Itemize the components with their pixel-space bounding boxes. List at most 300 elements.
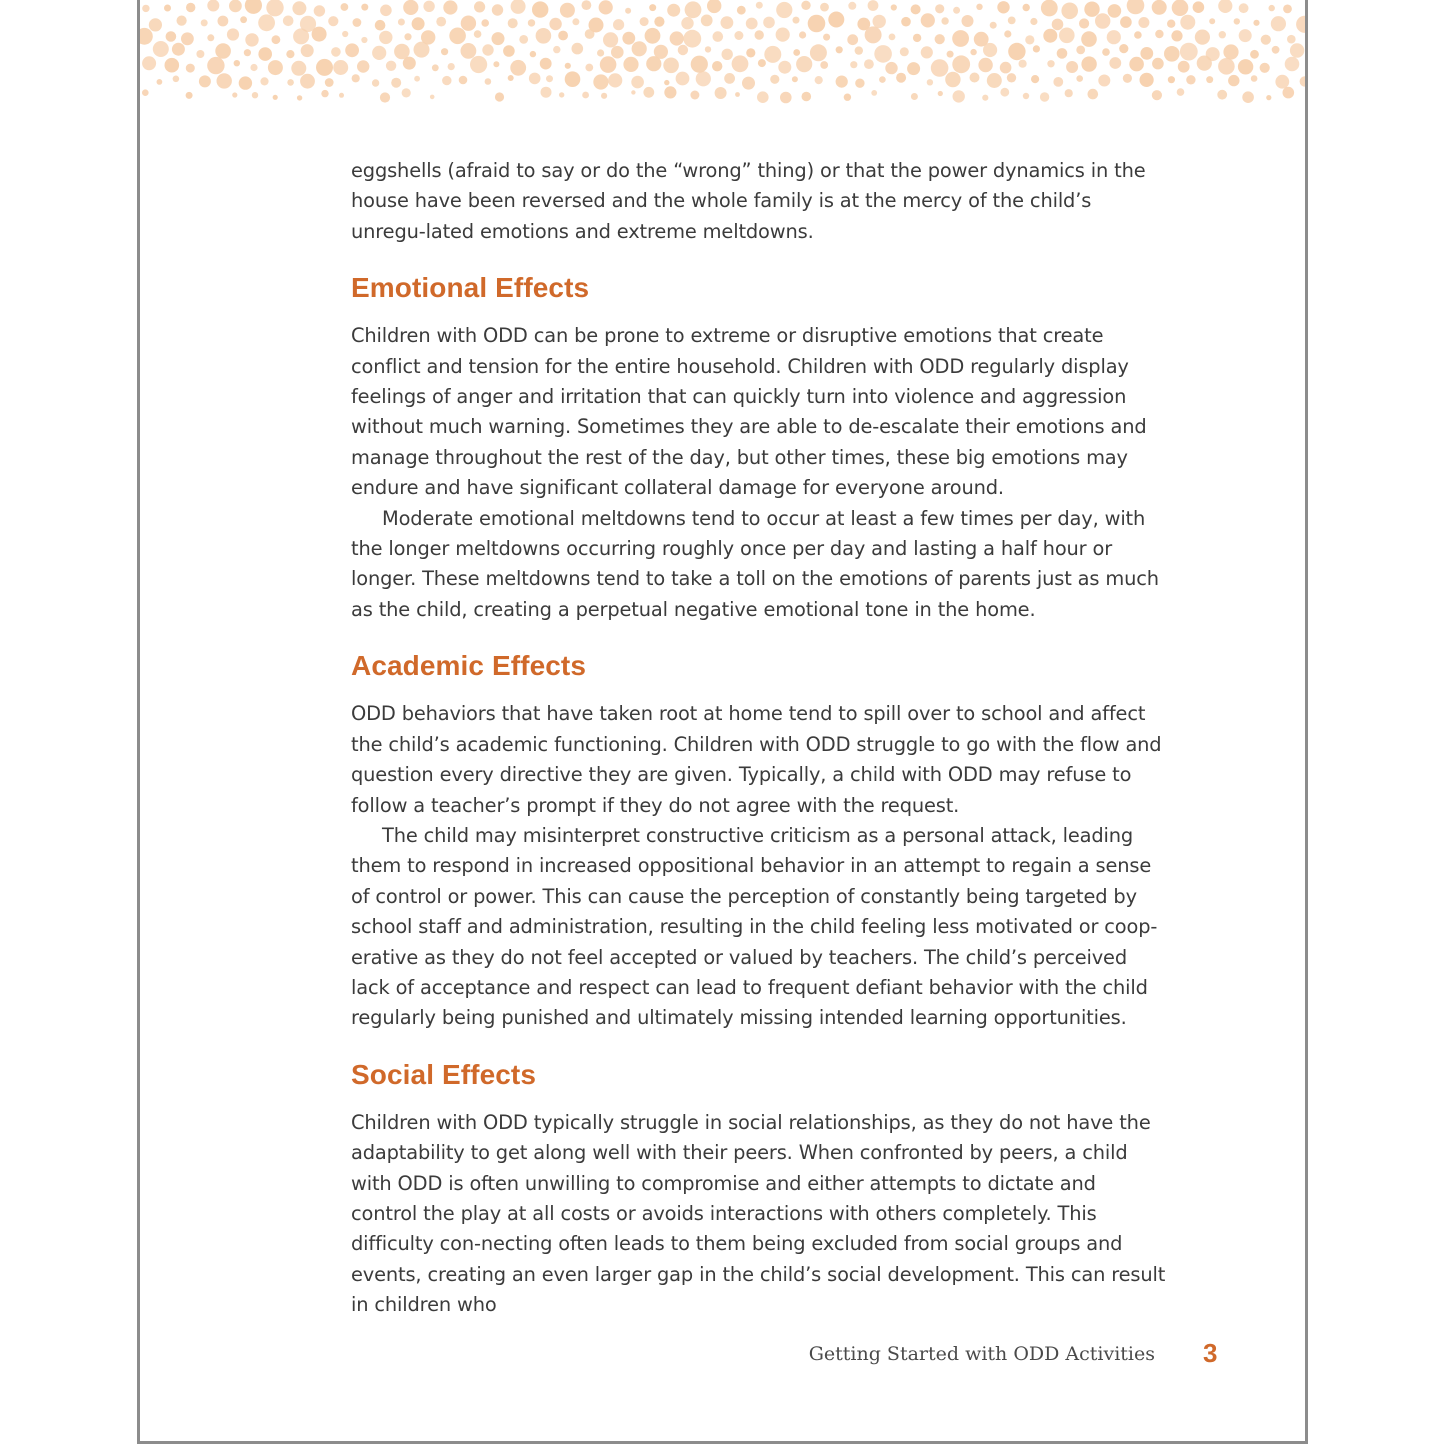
pattern-dot: [601, 93, 607, 99]
pattern-dot: [808, 15, 826, 33]
pattern-dot: [1300, 76, 1305, 86]
pattern-dot: [532, 1, 548, 17]
pattern-dot: [799, 31, 806, 38]
pattern-dot: [414, 76, 420, 82]
pattern-dot: [664, 80, 669, 85]
pattern-dot: [764, 46, 781, 63]
pattern-dot: [1261, 35, 1271, 45]
pattern-dot: [913, 34, 921, 42]
pattern-dot: [820, 3, 829, 12]
pattern-dot: [186, 64, 195, 73]
pattern-dot: [181, 32, 194, 45]
pattern-dot: [1140, 73, 1154, 87]
pattern-dot: [1260, 63, 1270, 73]
pattern-dot: [663, 58, 679, 74]
pattern-dot: [836, 46, 843, 53]
pattern-dot: [1040, 92, 1049, 101]
pattern-dot: [1025, 35, 1034, 44]
emotional-paragraph-2: Moderate emotional meltdowns tend to occur at least a few times per day, with the longer meltdowns occurring roughly once per day and lasting a half hour or longer. These meltdowns tend to take a toll on the emotions of parents just as much as the child, creating a perpetual negative emotional tone in the home.: [351, 506, 1159, 621]
pattern-dot: [199, 75, 211, 87]
pattern-dot: [848, 2, 856, 10]
pattern-dot: [763, 17, 775, 29]
pattern-dot: [1076, 46, 1085, 55]
pattern-dot: [1041, 0, 1058, 16]
pattern-dot: [855, 79, 864, 88]
pattern-dot: [1043, 29, 1057, 43]
pattern-dot: [1167, 20, 1175, 28]
pattern-dot: [492, 32, 505, 45]
pattern-dot: [157, 79, 163, 85]
pattern-dot: [1031, 75, 1039, 83]
pattern-dot: [810, 44, 827, 61]
pattern-dot: [321, 90, 328, 97]
emotional-paragraph-1: Children with ODD can be prone to extreme or disruptive emotions that create conflict and tension for the entire household. Children with ODD regularly display feelings of anger and irritation that can quickly turn into violence and aggression without much warning. Sometimes they are able to de-escalate their emotions and manage throughout the rest of the day, but other times, these big emotions may endure and have significant collateral damage for everyone around.: [351, 324, 1147, 500]
pattern-dot: [1239, 29, 1252, 42]
pattern-dot: [244, 49, 251, 56]
pattern-dot: [549, 18, 561, 30]
pattern-dot: [1066, 61, 1078, 73]
pattern-dot: [701, 15, 713, 27]
pattern-dot: [207, 34, 214, 41]
pattern-dot: [670, 31, 684, 45]
pattern-dot: [705, 46, 711, 52]
pattern-dot: [441, 48, 448, 55]
pattern-dot: [712, 61, 722, 71]
pattern-dot: [328, 16, 338, 26]
pattern-dot: [1129, 57, 1144, 72]
pattern-dot: [911, 93, 918, 100]
pattern-dot: [258, 14, 275, 31]
pattern-dot: [372, 46, 386, 60]
pattern-dot: [1033, 45, 1040, 52]
pattern-dot: [1164, 46, 1180, 62]
pattern-dot: [776, 2, 792, 18]
pattern-dot: [742, 77, 755, 90]
pattern-dot: [649, 4, 656, 11]
pattern-dot: [165, 58, 180, 73]
pattern-dot: [325, 78, 334, 87]
pattern-dot: [1283, 87, 1295, 99]
pattern-dot: [142, 56, 156, 70]
pattern-dot: [780, 92, 792, 104]
pattern-dot: [901, 17, 911, 27]
pattern-dot: [560, 3, 575, 18]
pattern-dot: [186, 3, 195, 12]
pattern-dot: [1180, 43, 1198, 61]
pattern-dot: [380, 92, 390, 102]
pattern-dot: [540, 58, 552, 70]
pattern-dot: [292, 1, 306, 15]
pattern-dot: [755, 30, 764, 39]
pattern-dot: [541, 87, 552, 98]
pattern-dot: [186, 92, 193, 99]
pattern-dot: [177, 16, 187, 26]
pattern-dot: [245, 33, 258, 46]
pattern-dot: [1098, 75, 1110, 87]
pattern-dot: [1269, 5, 1275, 11]
pattern-dot: [572, 18, 579, 25]
pattern-dot: [664, 86, 676, 98]
pattern-dot: [599, 0, 613, 14]
social-paragraph-1: Children with ODD typically struggle in social relationships, as they do not have the adaptability to get along well with their peers. When confronted by peers, a child with ODD is often unwilling to compromise and either attempts to dictate and control the play at all costs or avoids interactions with others completely. This difficulty con-necting often leads to them being excluded from social groups and events, creating an even larger gap in the child’s social development. This can result in children who: [351, 1110, 1166, 1317]
pattern-dot: [173, 76, 180, 83]
pattern-dot: [611, 46, 624, 59]
pattern-dot: [911, 4, 921, 14]
pattern-dot: [1134, 31, 1142, 39]
pattern-dot: [217, 73, 232, 88]
pattern-dot: [565, 71, 581, 87]
pattern-dot: [1195, 29, 1210, 44]
pattern-dot: [952, 55, 970, 73]
pattern-dot: [1272, 46, 1280, 54]
pattern-dot: [1180, 15, 1195, 30]
pattern-dot: [1000, 88, 1009, 97]
pattern-dot: [1266, 95, 1271, 100]
pattern-dot: [300, 74, 315, 89]
pattern-dot: [676, 72, 690, 86]
pattern-dot: [1023, 4, 1030, 11]
pattern-dot: [847, 34, 858, 45]
pattern-dot: [724, 73, 735, 84]
pattern-dot: [793, 49, 800, 56]
pattern-dot: [380, 5, 392, 17]
pattern-dot: [558, 31, 568, 41]
pattern-dot: [815, 76, 823, 84]
pattern-dot: [927, 79, 933, 85]
pattern-dot: [314, 5, 325, 16]
pattern-dot: [953, 90, 965, 102]
pattern-dot: [643, 87, 654, 98]
decorative-dot-pattern: [140, 0, 1305, 108]
page-number: 3: [1203, 1338, 1218, 1368]
pattern-dot: [935, 4, 944, 13]
pattern-dot: [631, 76, 644, 89]
pattern-dot: [232, 92, 237, 97]
pattern-dot: [1250, 50, 1259, 59]
pattern-dot: [1107, 30, 1121, 44]
heading-academic-effects: Academic Effects: [351, 650, 587, 682]
pattern-dot: [608, 73, 622, 87]
book-page: [137, 0, 1308, 1444]
heading-social-effects: Social Effects: [351, 1058, 537, 1090]
pattern-dot: [372, 79, 379, 86]
pattern-dot: [403, 0, 418, 15]
pattern-dot: [316, 59, 333, 76]
pattern-dot: [796, 56, 812, 72]
pattern-dot: [685, 1, 702, 18]
pattern-dot: [530, 51, 536, 57]
pattern-dot: [402, 88, 411, 97]
pattern-dot: [218, 16, 229, 27]
pattern-dot: [398, 19, 405, 26]
pattern-dot: [885, 62, 897, 74]
pattern-dot: [715, 87, 727, 99]
pattern-dot: [1102, 48, 1110, 56]
pattern-dot: [1218, 0, 1232, 13]
pattern-dot: [1178, 61, 1190, 73]
pattern-dot: [1177, 88, 1185, 96]
pattern-dot: [339, 93, 344, 98]
pattern-dot: [1108, 4, 1122, 18]
pattern-dot: [391, 78, 401, 88]
pattern-dot: [746, 18, 758, 30]
pattern-dot: [871, 90, 877, 96]
pattern-dot: [983, 43, 997, 57]
pattern-dot: [1251, 75, 1258, 82]
pattern-dot: [1053, 77, 1063, 87]
pattern-dot: [865, 26, 882, 43]
intro-paragraph: eggshells (afraid to say or do the “wrong” thing) or that the power dynamics in the house have been reversed and the whole family is at the mercy of the child’s unregu-lated emotions and extreme meltdowns.: [351, 159, 1146, 243]
pattern-dot: [889, 34, 896, 41]
pattern-dot: [430, 95, 435, 100]
pattern-dot: [273, 95, 278, 100]
pattern-dot: [732, 55, 749, 72]
pattern-dot: [493, 61, 499, 67]
pattern-dot: [301, 44, 314, 57]
pattern-dot: [823, 34, 830, 41]
pattern-dot: [1285, 57, 1300, 72]
pattern-dot: [286, 50, 294, 58]
pattern-dot: [474, 1, 485, 12]
pattern-dot: [442, 76, 451, 85]
pattern-dot: [1019, 60, 1027, 68]
pattern-dot: [404, 33, 411, 40]
pattern-dot: [855, 46, 863, 54]
pattern-dot: [690, 91, 699, 100]
pattern-dot: [412, 17, 425, 30]
pattern-dot: [357, 60, 369, 72]
pattern-dot: [164, 5, 171, 12]
pattern-dot: [503, 45, 515, 57]
pattern-dot: [201, 19, 208, 26]
pattern-dot: [432, 64, 439, 71]
pattern-dot: [272, 35, 281, 44]
pattern-dot: [1238, 59, 1253, 74]
pattern-dot: [1030, 18, 1037, 25]
pattern-dot: [291, 61, 306, 76]
pattern-dot: [423, 1, 434, 12]
pattern-dot: [683, 30, 701, 48]
pattern-dot: [802, 92, 812, 102]
pattern-dot: [207, 0, 219, 12]
pattern-dot: [375, 20, 386, 31]
pattern-dot: [1152, 58, 1164, 70]
pattern-dot: [864, 59, 874, 69]
pattern-dot: [312, 27, 327, 42]
pattern-dot: [681, 17, 693, 29]
pattern-dot: [459, 76, 468, 85]
pattern-dot: [508, 18, 518, 28]
running-footer-title: Getting Started with ODD Activities: [808, 1343, 1155, 1365]
pattern-dot: [793, 17, 800, 24]
pattern-dot: [776, 27, 790, 41]
pattern-dot: [1206, 76, 1213, 83]
pattern-dot: [172, 43, 185, 56]
pattern-dot: [353, 18, 362, 27]
pattern-dot: [900, 47, 909, 56]
pattern-dot: [1223, 44, 1238, 59]
pattern-dot: [1228, 75, 1239, 86]
pattern-dot: [572, 43, 584, 55]
pattern-dot: [461, 16, 476, 31]
pattern-dot: [873, 15, 886, 28]
pattern-dot: [449, 28, 466, 45]
pattern-dot: [931, 59, 949, 77]
pattern-dot: [801, 1, 810, 10]
pattern-dot: [528, 19, 535, 26]
pattern-dot: [252, 92, 258, 98]
pattern-dot: [345, 43, 359, 57]
pattern-dot: [593, 74, 608, 89]
pattern-dot: [600, 56, 617, 73]
pattern-dot: [935, 34, 945, 44]
pattern-dot: [297, 95, 302, 100]
pattern-dot: [707, 0, 721, 13]
pattern-dot: [945, 72, 960, 87]
pattern-dot: [342, 31, 348, 37]
pattern-dot: [1218, 58, 1235, 75]
pattern-dot: [1253, 20, 1259, 26]
pattern-dot: [1081, 31, 1097, 47]
pattern-dot: [1095, 13, 1110, 28]
pattern-dot: [268, 60, 283, 75]
pattern-dot: [654, 17, 664, 27]
pattern-dot: [352, 74, 360, 82]
pattern-dot: [1140, 47, 1153, 60]
pattern-dot: [836, 76, 848, 88]
pattern-dot: [1059, 28, 1075, 44]
pattern-dot: [1219, 31, 1226, 38]
pattern-dot: [1287, 35, 1296, 44]
pattern-dot: [1290, 43, 1304, 57]
pattern-dot: [597, 49, 604, 56]
pattern-dot: [234, 60, 240, 66]
pattern-dot: [482, 44, 493, 55]
pattern-dot: [153, 41, 169, 57]
pattern-dot: [508, 75, 514, 81]
pattern-dot: [585, 29, 595, 39]
pattern-dot: [283, 15, 294, 26]
pattern-dot: [260, 77, 268, 85]
pattern-dot: [792, 76, 798, 82]
pattern-dot: [640, 17, 649, 26]
pattern-dot: [1127, 0, 1145, 14]
pattern-dot: [1065, 89, 1073, 97]
pattern-dot: [519, 35, 528, 44]
pattern-dot: [868, 0, 879, 11]
pattern-dot: [266, 0, 283, 16]
pattern-dot: [333, 60, 348, 75]
pattern-dot: [448, 63, 455, 70]
pattern-dot: [1079, 18, 1089, 28]
pattern-dot: [142, 5, 149, 12]
pattern-dot: [907, 62, 920, 75]
pattern-dot: [386, 61, 396, 71]
pattern-dot: [379, 31, 392, 44]
pattern-dot: [1047, 60, 1054, 67]
pattern-dot: [970, 73, 980, 83]
pattern-dot: [1007, 73, 1016, 82]
pattern-dot: [990, 22, 997, 29]
pattern-dot: [874, 45, 892, 63]
pattern-dot: [582, 92, 589, 99]
pattern-dot: [1217, 90, 1227, 100]
pattern-dot: [536, 28, 552, 44]
pattern-dot: [331, 47, 341, 57]
pattern-dot: [245, 0, 262, 14]
pattern-dot: [239, 76, 252, 89]
pattern-dot: [1109, 57, 1121, 69]
pattern-dot: [481, 19, 489, 27]
pattern-dot: [414, 42, 430, 58]
pattern-dot: [1168, 76, 1175, 83]
pattern-dot: [529, 73, 541, 85]
pattern-dot: [215, 43, 231, 59]
pattern-dot: [1061, 3, 1078, 20]
pattern-dot: [436, 17, 446, 27]
academic-paragraph-2: The child may misinterpret constructive criticism as a personal attack, leading them to respond in increased oppositional behavior in an attempt to regain a sense of control or power. This can cause the perception of constantly being targeted by school staff and administration, resulting in the child feeling less motivated or coop-erative as they do not feel accepted or valued by teachers. The child’s perceived lack of acceptance and respect can lead to frequent defiant behavior with the child regularly being punished and ultimately missing intended learning opportunities.: [351, 823, 1158, 1030]
pattern-dot: [166, 31, 177, 42]
pattern-dot: [613, 19, 624, 30]
page-body: [351, 156, 1166, 1321]
pattern-dot: [756, 2, 763, 9]
pattern-dot: [667, 4, 680, 17]
pattern-dot: [585, 64, 593, 72]
pattern-dot: [891, 4, 897, 10]
pattern-dot: [227, 28, 239, 40]
pattern-dot: [1186, 75, 1195, 84]
pattern-dot: [622, 32, 635, 45]
pattern-dot: [495, 92, 504, 101]
pattern-dot: [952, 30, 969, 47]
pattern-dot: [361, 37, 367, 43]
pattern-dot: [559, 92, 564, 97]
pattern-dot: [879, 76, 886, 83]
pattern-dot: [850, 61, 857, 68]
pattern-dot: [361, 4, 368, 11]
pattern-dot: [461, 43, 477, 59]
pattern-dot: [1088, 89, 1099, 100]
pattern-dot: [1004, 30, 1011, 37]
pattern-dot: [987, 73, 1002, 88]
pattern-dot: [631, 90, 635, 94]
pattern-dot: [470, 56, 487, 73]
pattern-dot: [196, 50, 204, 58]
pattern-dot: [403, 57, 416, 70]
pattern-dot: [962, 15, 974, 27]
pattern-dot: [1155, 30, 1163, 38]
pattern-dot: [941, 17, 948, 24]
pattern-dot: [1000, 62, 1012, 74]
pattern-dot: [1152, 90, 1162, 100]
pattern-dot: [1271, 16, 1286, 31]
pattern-dot: [142, 89, 149, 96]
pattern-dot: [485, 78, 492, 85]
pattern-dot: [645, 28, 661, 44]
pattern-dot: [978, 58, 992, 72]
pattern-dot: [691, 56, 708, 73]
pattern-dot: [1081, 56, 1096, 71]
pattern-dot: [844, 94, 851, 101]
pattern-dot: [820, 61, 828, 69]
pattern-dot: [492, 4, 503, 15]
pattern-dot: [623, 57, 638, 72]
pattern-dot: [1172, 0, 1189, 16]
academic-paragraph-1: ODD behaviors that have taken root at home tend to spill over to school and affect the child’s academic functioning. Children with ODD struggle to go with the flow and question every directive they are given. Typically, a child with ODD may refuse to follow a teacher’s prompt if they do not agree with the request.: [351, 702, 1162, 817]
pattern-dot: [758, 59, 766, 67]
pattern-dot: [1008, 17, 1016, 25]
pattern-dot: [1052, 19, 1064, 31]
